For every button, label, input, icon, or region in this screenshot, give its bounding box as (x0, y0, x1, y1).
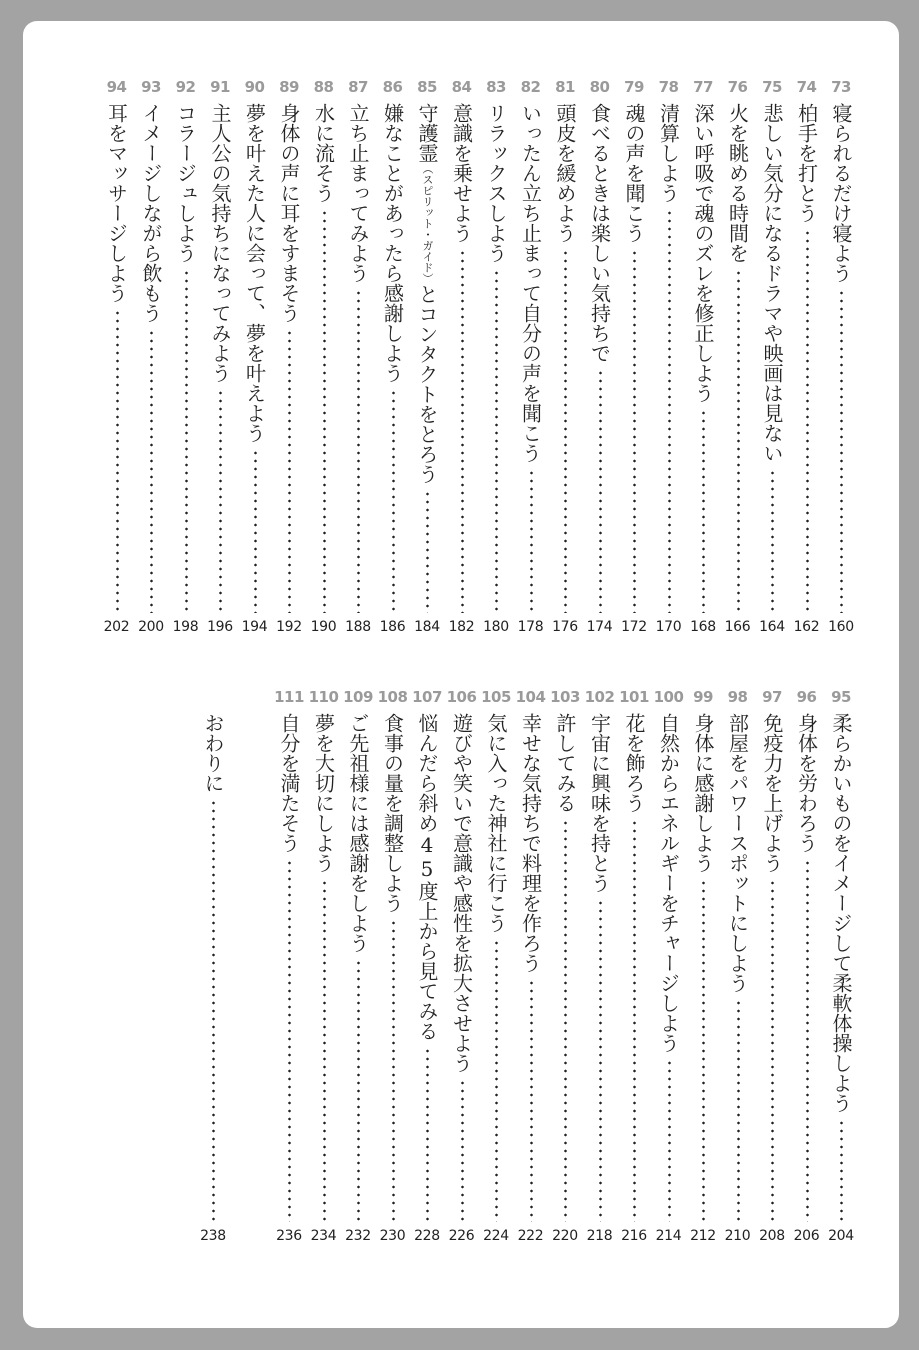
toc-entry[interactable] (445, 21, 479, 1328)
leader-dots (426, 1047, 429, 1222)
page-number: 204 (828, 1228, 854, 1244)
page-number: 200 (138, 619, 164, 635)
leader-dots (392, 919, 395, 1222)
toc-entry[interactable] (514, 21, 548, 1328)
page-number: 178 (517, 619, 544, 635)
page-number: 192 (276, 619, 302, 635)
leader-dots (357, 959, 360, 1222)
page-number: 212 (690, 1228, 716, 1244)
chapter-number: 74 (796, 78, 817, 96)
page-number: 222 (517, 1228, 544, 1244)
leader-dots (150, 329, 153, 613)
page-number: 190 (310, 619, 337, 635)
chapter-title: 食事の量を調整しよう (380, 713, 405, 913)
leader-dots (737, 999, 740, 1222)
toc-entry[interactable] (134, 21, 168, 1328)
chapter-number: 75 (762, 78, 782, 96)
page-number: 166 (724, 619, 751, 635)
page-number: 194 (241, 619, 268, 635)
leader-dots (323, 879, 326, 1222)
chapter-number: 77 (693, 78, 713, 96)
chapter-title: 寝られるだけ寝よう (829, 103, 853, 283)
chapter-title: 悩んだら斜め45度上から見てみる (415, 713, 439, 1041)
chapter-number: 73 (831, 78, 851, 96)
page-number: 228 (414, 1228, 440, 1244)
page-number: 202 (103, 619, 130, 635)
leader-dots (599, 899, 602, 1222)
chapter-number: 107 (412, 688, 442, 706)
page-number: 162 (793, 619, 820, 635)
chapter-number: 109 (343, 688, 373, 706)
chapter-title: 花を飾ろう (622, 713, 646, 813)
leader-dots (806, 859, 809, 1222)
page-number: 236 (276, 1228, 302, 1244)
leader-dots (461, 1079, 464, 1222)
chapter-number: 92 (175, 78, 196, 96)
page-number: 196 (207, 619, 233, 635)
chapter-title: 夢を大切にしよう (311, 713, 336, 873)
page-number: 184 (414, 619, 440, 635)
leader-dots (771, 879, 774, 1222)
toc-entry[interactable] (376, 21, 410, 1328)
toc-entry[interactable] (238, 21, 272, 1328)
chapter-title: 宇宙に興味を持とう (587, 713, 612, 893)
chapter-number: 79 (624, 78, 644, 96)
chapter-number: 98 (727, 688, 748, 706)
chapter-title: イメージしながら飲もう (139, 103, 163, 323)
leader-dots (530, 979, 533, 1222)
page-number: 226 (448, 1228, 475, 1244)
page-number: 214 (655, 1228, 682, 1244)
page-number: 176 (552, 619, 578, 635)
chapter-title: おわりに (201, 713, 225, 793)
toc-entry[interactable] (272, 21, 306, 1328)
chapter-title: 身体の声に耳をすまそう (277, 103, 301, 323)
page-number: 198 (172, 619, 199, 635)
leader-dots (495, 939, 498, 1222)
page-number: 208 (759, 1228, 785, 1244)
chapter-number: 82 (520, 78, 541, 96)
chapter-number: 90 (244, 78, 265, 96)
toc-entry[interactable] (583, 21, 617, 1328)
chapter-title: リラックスしよう (484, 103, 508, 263)
chapter-number: 104 (515, 688, 546, 706)
chapter-number: 110 (308, 688, 339, 706)
chapter-title-rest: とコンタクトをとろう (415, 284, 439, 484)
chapter-title: いったん立ち止まって自分の声を聞こう (518, 103, 543, 463)
chapter-number: 100 (653, 688, 684, 706)
page-number: 174 (586, 619, 613, 635)
chapter-title: 幸せな気持ちで料理を作ろう (518, 713, 543, 973)
leader-dots (668, 1059, 671, 1222)
toc-entry[interactable] (652, 21, 686, 1328)
page-number: 160 (828, 619, 854, 635)
toc-entry[interactable] (100, 21, 134, 1328)
page-number: 180 (483, 619, 509, 635)
chapter-title: 立ち止まってみよう (346, 103, 370, 283)
chapter-number: 76 (727, 78, 748, 96)
page-number: 210 (724, 1228, 751, 1244)
chapter-number: 103 (550, 688, 580, 706)
toc-entry[interactable] (686, 21, 720, 1328)
chapter-title: 悲しい気分になるドラマや映画は見ない (760, 103, 784, 463)
chapter-title: 水に流そう (311, 103, 336, 203)
chapter-title: 耳をマッサージしよう (104, 103, 129, 303)
chapter-number: 88 (313, 78, 334, 96)
chapter-number: 101 (619, 688, 649, 706)
page-number: 172 (621, 619, 647, 635)
chapter-number: 85 (417, 78, 437, 96)
toc-entry[interactable] (341, 21, 375, 1328)
chapter-title-annotation: （スピリット・ガイド） (421, 163, 434, 284)
chapter-title: 魂の声を聞こう (622, 103, 646, 243)
toc-entry[interactable] (824, 21, 858, 1328)
chapter-title: 頭皮を緩めよう (553, 103, 577, 243)
chapter-number: 108 (377, 688, 408, 706)
chapter-title: 部屋をパワースポットにしよう (725, 713, 750, 993)
page-number: 232 (345, 1228, 371, 1244)
chapter-title: 身体に感謝しよう (691, 713, 715, 873)
chapter-number: 102 (584, 688, 615, 706)
page-number: 188 (345, 619, 371, 635)
page-number: 220 (552, 1228, 578, 1244)
chapter-number: 96 (796, 688, 817, 706)
chapter-title: 身体を労わろう (794, 713, 819, 853)
page-number: 238 (200, 1228, 226, 1244)
page-number: 234 (310, 1228, 337, 1244)
chapter-number: 84 (451, 78, 472, 96)
toc-entry[interactable] (196, 21, 230, 1328)
toc-entry[interactable] (790, 21, 824, 1328)
chapter-number: 87 (348, 78, 368, 96)
toc-page (23, 21, 899, 1328)
toc-entry[interactable] (755, 21, 789, 1328)
chapter-title: 自然からエネルギーをチャージしよう (656, 713, 681, 1053)
toc-entry[interactable] (721, 21, 755, 1328)
page-number: 224 (483, 1228, 509, 1244)
leader-dots (840, 1119, 843, 1222)
chapter-number: 94 (106, 78, 127, 96)
chapter-title: 嫌なことがあったら感謝しよう (380, 103, 405, 383)
chapter-title: 柏手を打とう (794, 103, 819, 223)
chapter-title: 免疫力を上げよう (760, 713, 784, 873)
chapter-title: 気に入った神社に行こう (484, 713, 508, 933)
toc-entry[interactable] (617, 21, 651, 1328)
chapter-title: 柔らかいものをイメージして柔軟体操しよう (829, 713, 853, 1113)
chapter-title: 遊びや笑いで意識や感性を拡大させよう (449, 713, 474, 1073)
chapter-title: 主人公の気持ちになってみよう (208, 103, 232, 383)
leader-dots (185, 269, 188, 613)
chapter-number: 105 (481, 688, 511, 706)
leader-dots (212, 799, 215, 1222)
chapter-number: 91 (210, 78, 230, 96)
chapter-title: コラージュしよう (173, 103, 198, 263)
toc-entry[interactable] (479, 21, 513, 1328)
toc-entry[interactable] (548, 21, 582, 1328)
toc-entry[interactable] (410, 21, 444, 1328)
chapter-title: 火を眺める時間を (725, 103, 750, 263)
page-number: 168 (690, 619, 716, 635)
chapter-title: 許してみる (553, 713, 577, 813)
chapter-title: 夢を叶えた人に会って、夢を叶えよう (242, 103, 267, 443)
page-number: 186 (379, 619, 406, 635)
chapter-number: 89 (279, 78, 299, 96)
chapter-title: 深い呼吸で魂のズレを修正しよう (691, 103, 715, 403)
chapter-number: 95 (831, 688, 851, 706)
leader-dots (288, 859, 291, 1222)
page-number: 164 (759, 619, 785, 635)
leader-dots (564, 819, 567, 1222)
page-number: 182 (448, 619, 475, 635)
toc-entry[interactable] (307, 21, 341, 1328)
page-number: 218 (586, 1228, 613, 1244)
page-number: 170 (655, 619, 682, 635)
chapter-title: ご先祖様には感謝をしよう (346, 713, 370, 953)
chapter-title: 意識を乗せよう (449, 103, 474, 243)
leader-dots (254, 449, 257, 613)
leader-dots (116, 309, 119, 613)
chapter-title: 食べるときは楽しい気持ちで (587, 103, 612, 363)
chapter-title: 清算しよう (656, 103, 681, 203)
chapter-number: 99 (693, 688, 713, 706)
chapter-number: 80 (589, 78, 610, 96)
page-number: 216 (621, 1228, 647, 1244)
chapter-title: 自分を満たそう (277, 713, 301, 853)
chapter-number: 83 (486, 78, 506, 96)
chapter-number: 81 (555, 78, 575, 96)
page-number: 230 (379, 1228, 406, 1244)
chapter-number: 111 (274, 688, 304, 706)
chapter-number: 106 (446, 688, 477, 706)
chapter-number: 93 (141, 78, 161, 96)
leader-dots (702, 879, 705, 1222)
chapter-number: 97 (762, 688, 782, 706)
leader-dots (633, 819, 636, 1222)
chapter-title-main: 守護霊 (415, 103, 439, 163)
chapter-number: 86 (382, 78, 403, 96)
chapter-number: 78 (658, 78, 679, 96)
page-number: 206 (793, 1228, 820, 1244)
